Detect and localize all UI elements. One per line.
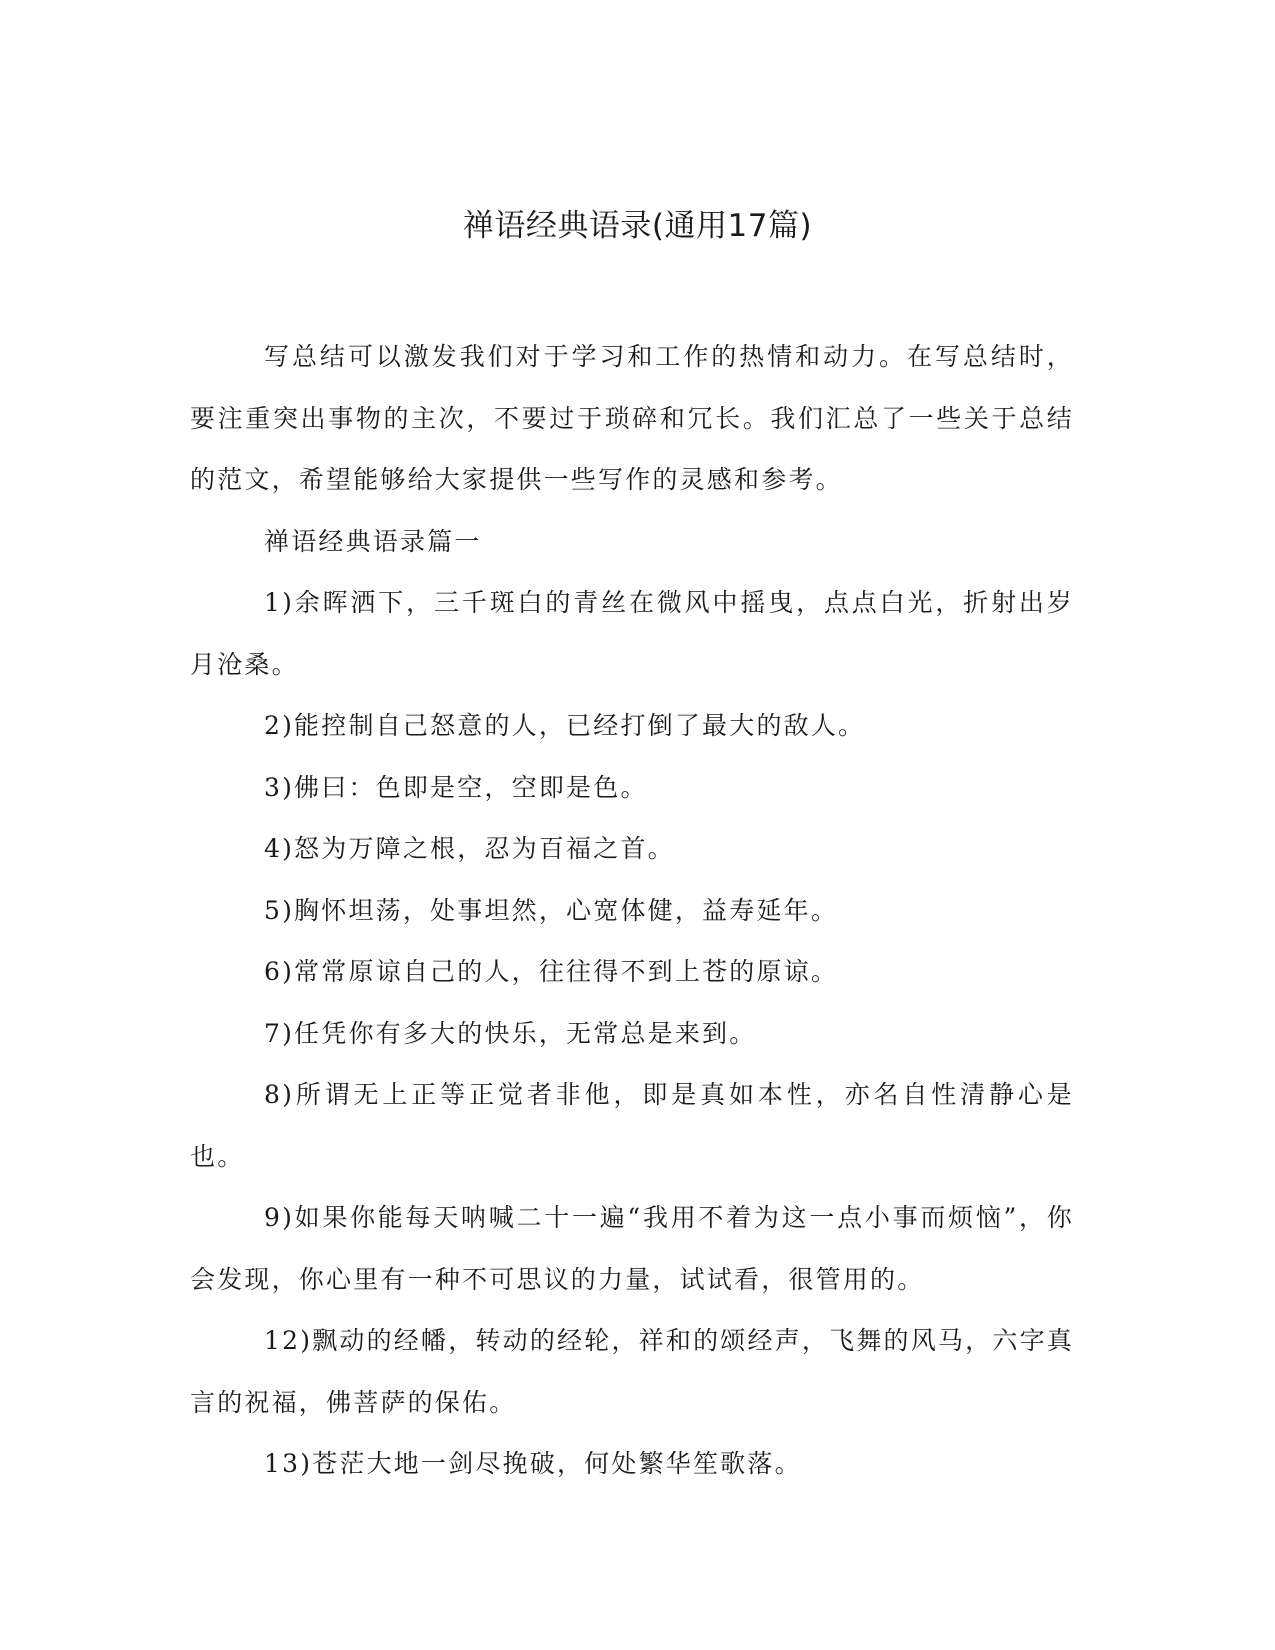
quote-item-8: 8)所谓无上正等正觉者非他，即是真如本性，亦名自性清静心是也。 [190, 1080, 1074, 1171]
document-body [190, 326, 1074, 1495]
quote-item-6: 6)常常原谅自己的人，往往得不到上苍的原谅。 [264, 957, 839, 986]
quote-item-7: 7)任凭你有多大的快乐，无常总是来到。 [264, 1018, 757, 1048]
document-title: 禅语经典语录(通用17篇) [462, 208, 813, 244]
quote-item-9: 9)如果你能每天呐喊二十一遍“我用不着为这一点小事而烦恼”，你会发现，你心里有一种不可思议的力量，试试看，很管用的。 [190, 1203, 1074, 1294]
quote-item-1: 1)余晖洒下，三千斑白的青丝在微风中摇曳，点点白光，折射出岁月沧桑。 [190, 588, 1074, 679]
quote-item-5: 5)胸怀坦荡，处事坦然，心宽体健，益寿延年。 [264, 895, 839, 925]
quote-item-3: 3)佛曰：色即是空，空即是色。 [264, 772, 648, 802]
section-heading: 禅语经典语录篇一 [264, 526, 482, 556]
quote-item-4: 4)怒为万障之根，忍为百福之首。 [264, 834, 675, 863]
intro-paragraph: 写总结可以激发我们对于学习和工作的热情和动力。在写总结时，要注重突出事物的主次，不要过于琐碎和冗长。我们汇总了一些关于总结的范文，希望能够给大家提供一些写作的灵感和参考。 [190, 342, 1074, 494]
quote-item-12: 12)飘动的经幡，转动的经轮，祥和的颂经声，飞舞的风马，六字真言的祝福，佛菩萨的保佑。 [190, 1326, 1074, 1417]
quote-item-13: 13)苍茫大地一剑尽挽破，何处繁华笙歌落。 [264, 1449, 802, 1478]
quote-item-2: 2)能控制自己怒意的人，已经打倒了最大的敌人。 [264, 711, 866, 740]
